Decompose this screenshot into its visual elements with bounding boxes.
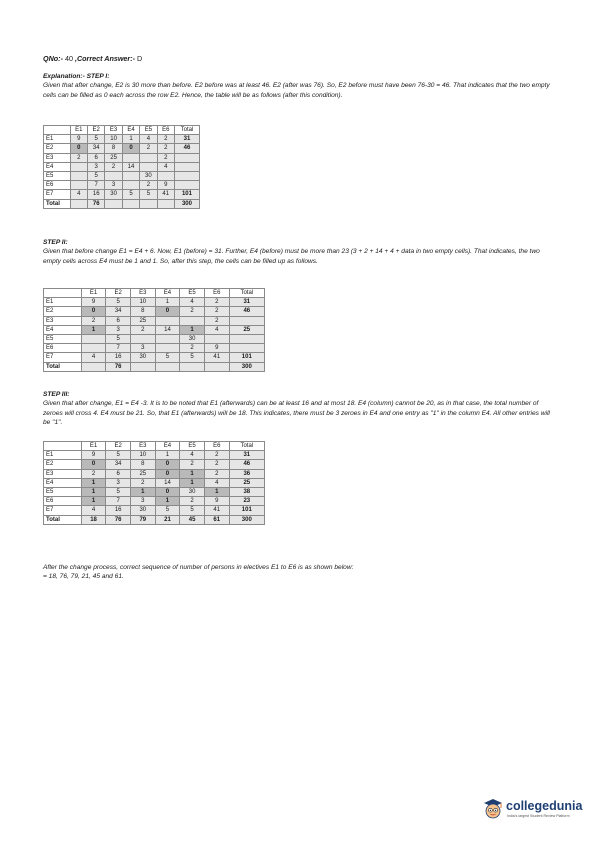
table-cell: 5 bbox=[140, 190, 157, 199]
table-cell: Total bbox=[44, 199, 71, 208]
table-cell: 10 bbox=[105, 135, 122, 144]
table-row bbox=[44, 506, 265, 515]
table-cell: 2 bbox=[180, 344, 205, 353]
table-cell: 300 bbox=[229, 515, 264, 524]
table-cell bbox=[81, 362, 106, 371]
table-cell: 2 bbox=[140, 144, 157, 153]
table-cell: 31 bbox=[229, 451, 264, 460]
table-cell: E1 bbox=[81, 289, 106, 298]
conclusion-line2: = 18, 76, 79, 21, 45 and 61. bbox=[43, 573, 124, 581]
table-cell: 14 bbox=[155, 325, 180, 334]
table-cell: 46 bbox=[229, 460, 264, 469]
table-cell: 2 bbox=[81, 316, 106, 325]
table-cell: 2 bbox=[105, 162, 122, 171]
table-cell: E3 bbox=[131, 289, 156, 298]
table-cell: 300 bbox=[174, 199, 199, 208]
table-cell: E4 bbox=[155, 442, 180, 451]
table-cell: 1 bbox=[204, 487, 229, 496]
table-cell: 3 bbox=[106, 478, 131, 487]
table-cell: E1 bbox=[81, 442, 106, 451]
table-cell: 16 bbox=[88, 190, 105, 199]
table-cell: 1 bbox=[122, 135, 139, 144]
table-cell: 0 bbox=[155, 307, 180, 316]
table-cell: E3 bbox=[44, 469, 82, 478]
table-cell: 300 bbox=[229, 362, 264, 371]
table-cell bbox=[229, 344, 264, 353]
table-cell bbox=[105, 171, 122, 180]
table-cell: 61 bbox=[204, 515, 229, 524]
table-cell: 6 bbox=[106, 316, 131, 325]
table-cell bbox=[174, 181, 199, 190]
table-cell: 25 bbox=[229, 478, 264, 487]
table-cell: 8 bbox=[131, 307, 156, 316]
table-cell: Total bbox=[44, 362, 82, 371]
table-cell bbox=[131, 334, 156, 343]
table-cell: E3 bbox=[105, 126, 122, 135]
table-row bbox=[44, 298, 265, 307]
table-cell: E2 bbox=[106, 442, 131, 451]
table-cell: 5 bbox=[106, 451, 131, 460]
table-cell: E5 bbox=[180, 442, 205, 451]
table-cell: 1 bbox=[81, 487, 106, 496]
table-cell: 25 bbox=[229, 325, 264, 334]
table-cell: 0 bbox=[122, 144, 139, 153]
step1-heading: Explanation:- STEP I: bbox=[43, 73, 110, 80]
table-cell bbox=[70, 171, 87, 180]
table-cell: E2 bbox=[44, 307, 82, 316]
table-cell: 18 bbox=[81, 515, 106, 524]
table-cell: 36 bbox=[229, 469, 264, 478]
step3-section bbox=[43, 390, 559, 428]
table-cell: 2 bbox=[204, 307, 229, 316]
table-cell: 7 bbox=[106, 344, 131, 353]
table-cell bbox=[174, 162, 199, 171]
table-cell: 46 bbox=[229, 307, 264, 316]
table-row bbox=[44, 135, 200, 144]
table-cell: 3 bbox=[88, 162, 105, 171]
table-cell: 9 bbox=[81, 451, 106, 460]
table-cell: 1 bbox=[155, 497, 180, 506]
table-cell: 79 bbox=[131, 515, 156, 524]
table-cell: 4 bbox=[81, 353, 106, 362]
table-cell: 34 bbox=[106, 460, 131, 469]
table-cell: 30 bbox=[140, 171, 157, 180]
table-cell: 1 bbox=[131, 487, 156, 496]
table-cell: E4 bbox=[122, 126, 139, 135]
table-row bbox=[44, 469, 265, 478]
table-cell: E2 bbox=[44, 144, 71, 153]
conclusion bbox=[43, 563, 563, 582]
table-cell: 1 bbox=[81, 497, 106, 506]
table-header-row bbox=[44, 289, 265, 298]
step2-section bbox=[43, 238, 559, 266]
table-cell: 4 bbox=[204, 325, 229, 334]
table-cell: E6 bbox=[204, 289, 229, 298]
table-row bbox=[44, 478, 265, 487]
table-cell: 6 bbox=[106, 469, 131, 478]
table-row bbox=[44, 162, 200, 171]
brand-tagline: India's largest Student Review Platform bbox=[507, 814, 570, 818]
table-cell: 16 bbox=[106, 506, 131, 515]
table-cell: E5 bbox=[44, 487, 82, 496]
table-cell: 8 bbox=[131, 460, 156, 469]
table-cell: 2 bbox=[131, 478, 156, 487]
table-cell: E3 bbox=[131, 442, 156, 451]
table-cell: 41 bbox=[204, 353, 229, 362]
table-cell: 14 bbox=[122, 162, 139, 171]
table-cell bbox=[155, 362, 180, 371]
table-cell: E7 bbox=[44, 353, 82, 362]
table-cell: E6 bbox=[44, 344, 82, 353]
table-cell bbox=[174, 153, 199, 162]
table-cell: E6 bbox=[44, 181, 71, 190]
table-cell: 14 bbox=[155, 478, 180, 487]
table-cell: 4 bbox=[157, 162, 174, 171]
table-row bbox=[44, 344, 265, 353]
table-row bbox=[44, 497, 265, 506]
table-cell bbox=[140, 162, 157, 171]
answer-label: ,Correct Answer:- bbox=[74, 54, 136, 63]
table-row bbox=[44, 325, 265, 334]
table-cell: Total bbox=[174, 126, 199, 135]
table-cell bbox=[70, 181, 87, 190]
table-cell bbox=[70, 199, 87, 208]
table-cell: E6 bbox=[44, 497, 82, 506]
table-cell: 34 bbox=[88, 144, 105, 153]
table-cell: 10 bbox=[131, 451, 156, 460]
table-cell: E3 bbox=[44, 316, 82, 325]
table-cell bbox=[140, 199, 157, 208]
table-cell: E4 bbox=[155, 289, 180, 298]
table-cell: 1 bbox=[180, 478, 205, 487]
table-cell: 31 bbox=[174, 135, 199, 144]
question-label: QNo:- bbox=[43, 54, 63, 63]
table-cell: 30 bbox=[131, 506, 156, 515]
table-row bbox=[44, 181, 200, 190]
table-cell: 38 bbox=[229, 487, 264, 496]
table-cell: 2 bbox=[140, 181, 157, 190]
table-cell: E5 bbox=[180, 289, 205, 298]
table-cell: 5 bbox=[106, 487, 131, 496]
table-cell: 5 bbox=[88, 171, 105, 180]
table-cell: 2 bbox=[204, 469, 229, 478]
table-cell: 10 bbox=[131, 298, 156, 307]
table-cell: E6 bbox=[204, 442, 229, 451]
table-cell: 7 bbox=[88, 181, 105, 190]
table-cell: E1 bbox=[70, 126, 87, 135]
table-cell: 30 bbox=[180, 487, 205, 496]
table-row bbox=[44, 199, 200, 208]
table-cell: 0 bbox=[70, 144, 87, 153]
table-cell: Total bbox=[44, 515, 82, 524]
table-cell: 2 bbox=[204, 298, 229, 307]
table-cell: 25 bbox=[131, 316, 156, 325]
table-cell: E4 bbox=[44, 325, 82, 334]
table-cell: 4 bbox=[140, 135, 157, 144]
table-cell: E5 bbox=[140, 126, 157, 135]
table-cell: 21 bbox=[155, 515, 180, 524]
table-cell bbox=[70, 162, 87, 171]
step2-heading: STEP II: bbox=[43, 239, 68, 246]
table-cell: 5 bbox=[122, 190, 139, 199]
table-cell bbox=[157, 199, 174, 208]
table-cell: 9 bbox=[70, 135, 87, 144]
table-cell: 31 bbox=[229, 298, 264, 307]
conclusion-line1: After the change process, correct sequence of number of persons in electives E1 to E6 is as shown below: bbox=[43, 564, 354, 571]
table-cell: 2 bbox=[180, 497, 205, 506]
table-cell: 5 bbox=[106, 334, 131, 343]
table-cell: 1 bbox=[81, 478, 106, 487]
table-cell: 2 bbox=[204, 460, 229, 469]
step3-text: Given that after change, E1 = E4 -3. It is to be noted that E1 (afterwards) can be at least 16 and at most 18. E4 (column) cannot be 20, as in that case, the total number of zeroes will cross 4. E4 must be 21. So, that E1 (afterwards) will be 18. This indicates, there must be 3 zeroes in E4 and one entry as "1" in the column E4. All other entries will be "1". bbox=[43, 400, 550, 427]
table-cell: Total bbox=[229, 289, 264, 298]
table-cell: 76 bbox=[88, 199, 105, 208]
table-row bbox=[44, 171, 200, 180]
table-cell: 2 bbox=[81, 469, 106, 478]
table-cell bbox=[155, 316, 180, 325]
table-row bbox=[44, 515, 265, 524]
table-cell: Total bbox=[229, 442, 264, 451]
table-cell: 5 bbox=[106, 298, 131, 307]
table-cell bbox=[174, 171, 199, 180]
table-cell: E7 bbox=[44, 506, 82, 515]
table-cell: 9 bbox=[204, 344, 229, 353]
question-header bbox=[43, 54, 142, 63]
table-cell: 5 bbox=[180, 506, 205, 515]
table-cell: 0 bbox=[81, 460, 106, 469]
table-cell bbox=[105, 199, 122, 208]
table-cell: 41 bbox=[157, 190, 174, 199]
table-cell bbox=[44, 289, 82, 298]
table-cell bbox=[131, 362, 156, 371]
table-cell bbox=[204, 334, 229, 343]
table-cell: 101 bbox=[229, 506, 264, 515]
step1-table bbox=[43, 125, 200, 209]
step1-text: Given that after change, E2 is 30 more than before. E2 before was at least 46. E2 (after was 76). So, E2 before must have been 76-30 = 46. That indicates that the two empty cells can be filled as 0 each across the row E2. Hence, the table will be as follows (after this condition). bbox=[43, 82, 550, 99]
table-cell: 16 bbox=[106, 353, 131, 362]
table-row bbox=[44, 362, 265, 371]
step2-text: Given that before change E1 = E4 + 6. Now, E1 (before) = 31. Further, E4 (before) must be more than 23 (3 + 2 + 14 + 4 + data in two empty cells). That indicates, the two empty cells across E4 must be 1 and 1. So, after this step, the cells can be filled up as follows. bbox=[43, 248, 540, 265]
table-row bbox=[44, 460, 265, 469]
table-cell: E1 bbox=[44, 451, 82, 460]
table-cell: 101 bbox=[174, 190, 199, 199]
table-cell: 2 bbox=[204, 451, 229, 460]
table-cell: 5 bbox=[180, 353, 205, 362]
table-cell: 2 bbox=[157, 153, 174, 162]
table-cell: 101 bbox=[229, 353, 264, 362]
table-cell: E4 bbox=[44, 162, 71, 171]
table-cell bbox=[122, 199, 139, 208]
table-header-row bbox=[44, 442, 265, 451]
table-cell: 9 bbox=[81, 298, 106, 307]
table-cell: 45 bbox=[180, 515, 205, 524]
table-cell: 3 bbox=[106, 325, 131, 334]
table-row bbox=[44, 153, 200, 162]
table-cell bbox=[122, 181, 139, 190]
table-cell: 1 bbox=[155, 451, 180, 460]
table-cell: 0 bbox=[81, 307, 106, 316]
table-cell: 3 bbox=[131, 344, 156, 353]
table-cell: 2 bbox=[157, 144, 174, 153]
table-cell: E6 bbox=[157, 126, 174, 135]
question-number: 40 bbox=[64, 54, 73, 63]
table-row bbox=[44, 451, 265, 460]
table-cell: 2 bbox=[70, 153, 87, 162]
table-cell: 9 bbox=[204, 497, 229, 506]
collegedunia-logo bbox=[482, 796, 583, 826]
answer-value: D bbox=[137, 54, 143, 63]
table-cell: 1 bbox=[155, 298, 180, 307]
table-cell bbox=[204, 362, 229, 371]
table-cell: E1 bbox=[44, 298, 82, 307]
table-cell: 76 bbox=[106, 362, 131, 371]
table-cell: E2 bbox=[88, 126, 105, 135]
table-cell bbox=[140, 153, 157, 162]
table-cell: 30 bbox=[131, 353, 156, 362]
mascot-icon bbox=[482, 798, 504, 820]
table-cell: 4 bbox=[81, 506, 106, 515]
table-cell: 25 bbox=[131, 469, 156, 478]
table-cell bbox=[81, 334, 106, 343]
table-cell bbox=[180, 316, 205, 325]
table-cell: 76 bbox=[106, 515, 131, 524]
table-cell: 7 bbox=[106, 497, 131, 506]
table-cell: 8 bbox=[105, 144, 122, 153]
table-cell: 4 bbox=[204, 478, 229, 487]
table-cell: E2 bbox=[106, 289, 131, 298]
table-cell: 1 bbox=[81, 325, 106, 334]
table-cell bbox=[155, 334, 180, 343]
table-cell: 25 bbox=[105, 153, 122, 162]
table-row bbox=[44, 144, 200, 153]
table-cell bbox=[122, 171, 139, 180]
table-cell: 46 bbox=[174, 144, 199, 153]
table-row bbox=[44, 353, 265, 362]
table-cell bbox=[157, 171, 174, 180]
table-cell: 23 bbox=[229, 497, 264, 506]
table-cell: 3 bbox=[131, 497, 156, 506]
table-cell bbox=[155, 344, 180, 353]
table-cell: 9 bbox=[157, 181, 174, 190]
table-cell: 5 bbox=[155, 353, 180, 362]
step3-table bbox=[43, 441, 265, 525]
table-header-row bbox=[44, 126, 200, 135]
table-cell: 4 bbox=[180, 298, 205, 307]
table-cell: 0 bbox=[155, 460, 180, 469]
table-row bbox=[44, 307, 265, 316]
table-cell: 30 bbox=[180, 334, 205, 343]
table-row bbox=[44, 190, 200, 199]
table-cell: E4 bbox=[44, 478, 82, 487]
table-cell: 1 bbox=[180, 325, 205, 334]
table-cell: 2 bbox=[180, 460, 205, 469]
table-cell: 2 bbox=[157, 135, 174, 144]
table-cell bbox=[44, 442, 82, 451]
table-cell: E5 bbox=[44, 334, 82, 343]
table-cell: 6 bbox=[88, 153, 105, 162]
table-cell: E7 bbox=[44, 190, 71, 199]
table-row bbox=[44, 487, 265, 496]
table-cell: 4 bbox=[70, 190, 87, 199]
table-cell: 41 bbox=[204, 506, 229, 515]
table-cell: E1 bbox=[44, 135, 71, 144]
table-cell: 0 bbox=[155, 469, 180, 478]
step1-section bbox=[43, 72, 559, 100]
table-cell: 1 bbox=[180, 469, 205, 478]
table-cell: E5 bbox=[44, 171, 71, 180]
table-cell bbox=[180, 362, 205, 371]
table-cell: 4 bbox=[180, 451, 205, 460]
table-cell: 2 bbox=[131, 325, 156, 334]
table-cell bbox=[81, 344, 106, 353]
table-cell: 2 bbox=[180, 307, 205, 316]
table-cell: 34 bbox=[106, 307, 131, 316]
table-cell bbox=[122, 153, 139, 162]
table-row bbox=[44, 334, 265, 343]
table-cell: 5 bbox=[88, 135, 105, 144]
table-cell bbox=[44, 126, 71, 135]
table-cell: 0 bbox=[155, 487, 180, 496]
table-cell bbox=[229, 334, 264, 343]
table-row bbox=[44, 316, 265, 325]
table-cell: 30 bbox=[105, 190, 122, 199]
step2-table bbox=[43, 288, 265, 372]
table-cell: 5 bbox=[155, 506, 180, 515]
table-cell: E2 bbox=[44, 460, 82, 469]
table-cell: 3 bbox=[105, 181, 122, 190]
step3-heading: STEP III: bbox=[43, 391, 70, 398]
brand-name: collegedunia bbox=[506, 799, 583, 813]
table-cell: E3 bbox=[44, 153, 71, 162]
table-cell bbox=[229, 316, 264, 325]
table-cell: 2 bbox=[204, 316, 229, 325]
